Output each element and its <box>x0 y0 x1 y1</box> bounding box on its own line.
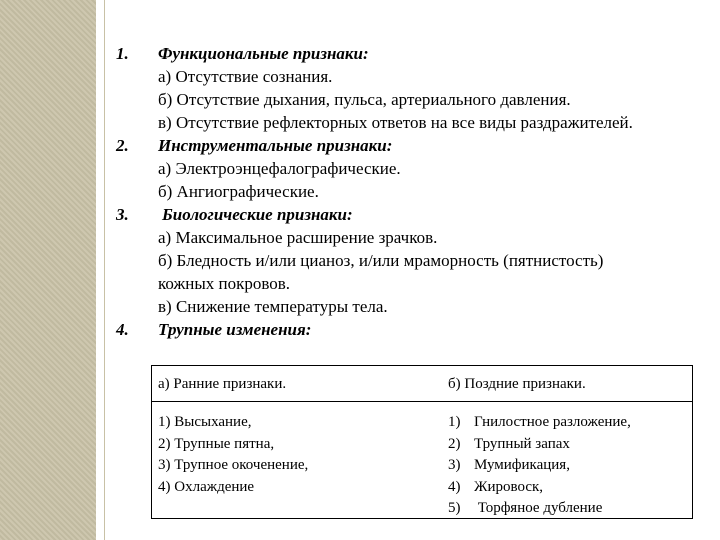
late-sign-number: 4) <box>448 478 461 495</box>
late-sign-text: Мумификация, <box>474 457 570 473</box>
list-line: б) Ангиографические. <box>158 182 319 201</box>
late-sign-item <box>448 434 692 456</box>
early-sign-item: 2) Трупные пятна, <box>158 435 275 452</box>
table-row <box>152 402 692 520</box>
list-number: 4. <box>116 320 129 339</box>
list-heading: Биологические признаки: <box>162 205 353 224</box>
list-line: кожных покровов. <box>158 274 291 293</box>
late-sign-item <box>448 412 692 434</box>
list-item-cadaveric <box>116 318 720 341</box>
table-header-late: б) Поздние признаки. <box>448 376 586 392</box>
late-sign-number: 5) <box>448 500 461 516</box>
list-line: б) Отсутствие дыхания, пульса, артериального давления. <box>158 90 571 109</box>
late-sign-text: Трупный запах <box>474 435 570 452</box>
late-sign-number: 2) <box>448 435 461 452</box>
early-sign-item: 4) Охлаждение <box>158 478 255 495</box>
list-heading: Трупные изменения: <box>158 320 312 339</box>
list-item-instrumental <box>116 134 720 203</box>
list-line: а) Максимальное расширение зрачков. <box>158 228 438 247</box>
late-sign-text: Гнилостное разложение, <box>474 414 631 430</box>
early-signs-cell <box>152 402 428 520</box>
table-header-row <box>152 366 692 402</box>
late-sign-item <box>448 455 692 477</box>
late-sign-item <box>448 477 692 499</box>
late-sign-text: Торфяное дубление <box>474 500 603 516</box>
list-line: а) Отсутствие сознания. <box>158 67 333 86</box>
early-sign-item: 1) Высыхание, <box>158 414 252 430</box>
decorative-side-bar <box>0 0 96 540</box>
list-heading: Инструментальные признаки: <box>158 136 393 155</box>
late-signs-cell <box>428 402 692 520</box>
late-sign-number: 1) <box>448 414 461 430</box>
cadaveric-changes-table <box>151 365 693 519</box>
late-sign-text: Жировоск, <box>474 478 544 495</box>
table-header-early: а) Ранние признаки. <box>158 376 287 392</box>
list-line: в) Отсутствие рефлекторных ответов на все виды раздражителей. <box>158 113 633 132</box>
list-line: в) Снижение температуры тела. <box>158 297 388 316</box>
list-number: 1. <box>116 44 129 63</box>
early-sign-item: 3) Трупное окоченение, <box>158 457 309 473</box>
late-sign-item <box>448 498 692 520</box>
list-line: б) Бледность и/или цианоз, и/или мраморность (пятнистость) <box>158 251 604 270</box>
list-item-biological <box>116 203 720 318</box>
list-heading: Функциональные признаки: <box>158 44 369 63</box>
list-line: а) Электроэнцефалографические. <box>158 159 401 178</box>
late-sign-number: 3) <box>448 457 461 473</box>
list-number: 3. <box>116 205 129 224</box>
list-item-functional <box>116 42 720 134</box>
signs-list <box>116 42 720 341</box>
list-number: 2. <box>116 136 129 155</box>
decorative-divider-line <box>104 0 105 540</box>
